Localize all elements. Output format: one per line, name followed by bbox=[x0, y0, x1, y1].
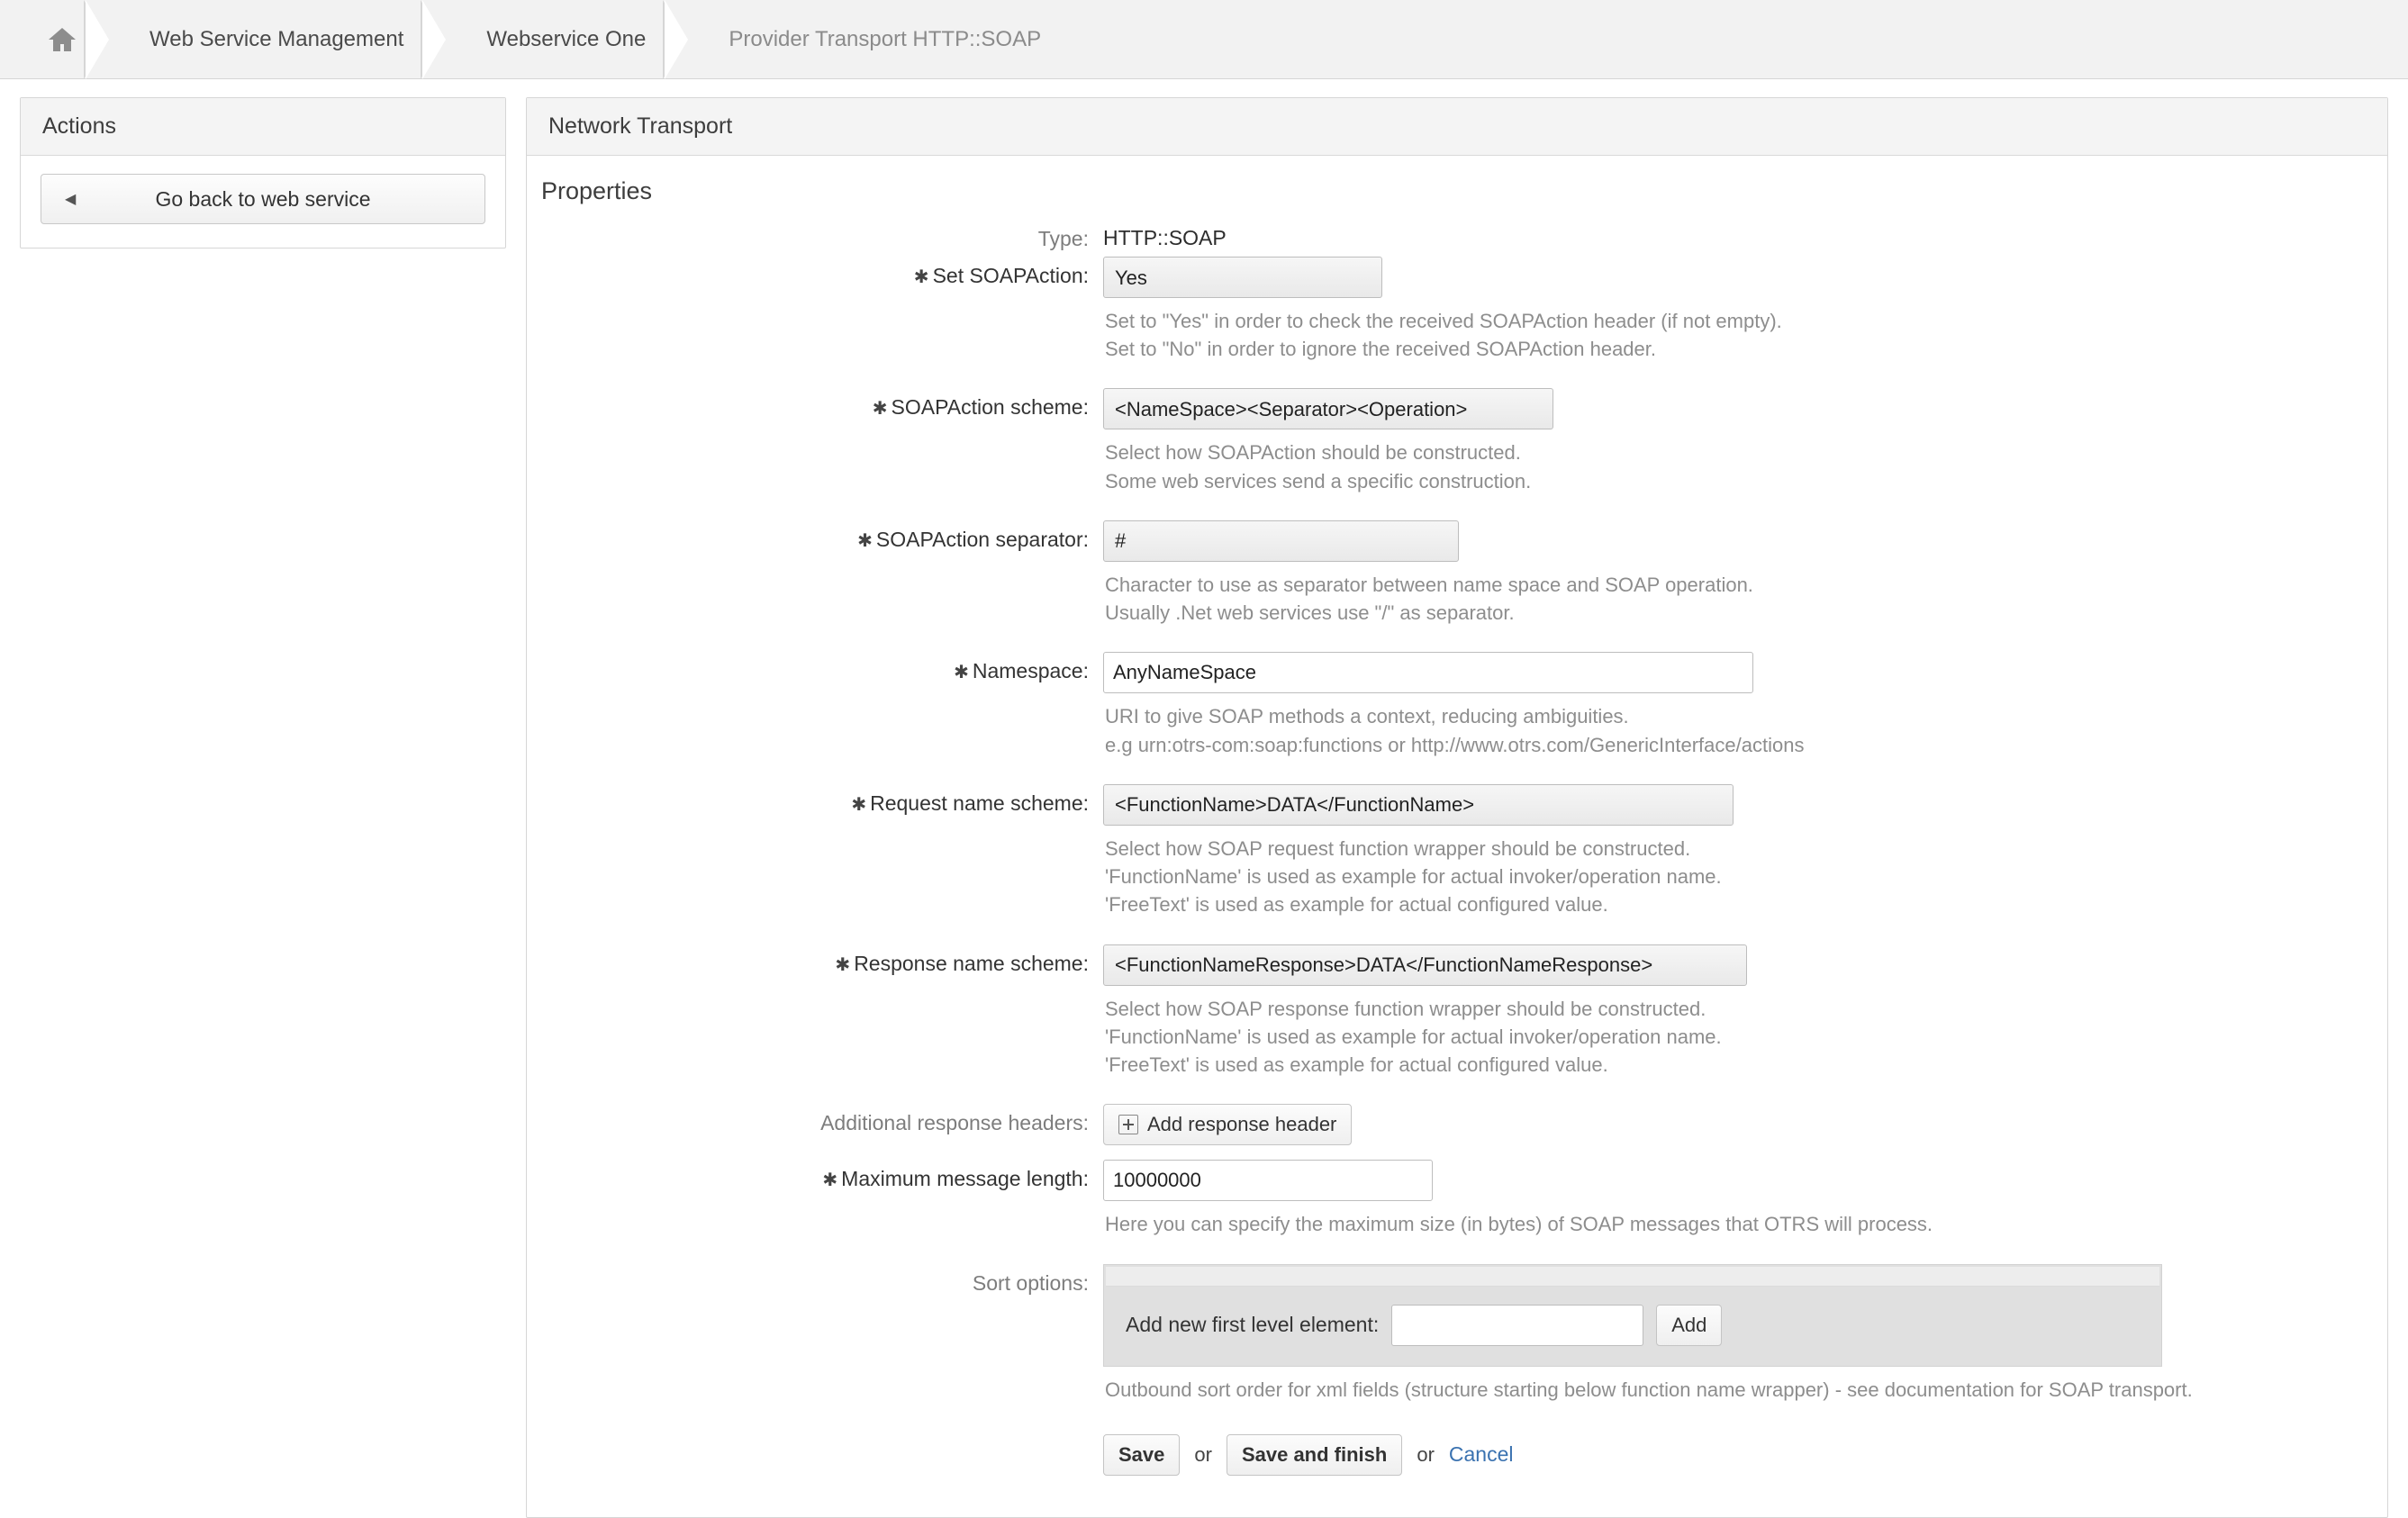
network-transport-panel bbox=[526, 97, 2388, 1518]
row-type bbox=[527, 220, 2387, 251]
add-first-level-element-label: Add new first level element: bbox=[1126, 1313, 1380, 1337]
properties-title: Properties bbox=[541, 177, 653, 204]
sidebar-body bbox=[21, 156, 505, 248]
save-button[interactable] bbox=[1103, 1434, 1180, 1476]
set-soapaction-help: Set to "Yes" in order to check the received SOAPAction header (if not empty). Set to "No" in order to ignore the received SOAPAction header. bbox=[1105, 310, 1782, 361]
sort-options-help: Outbound sort order for xml fields (structure starting below function name wrapper) - see documentation for SOAP transport. bbox=[1105, 1378, 2193, 1401]
page-body bbox=[0, 79, 2408, 1518]
sort-options-add-row bbox=[1104, 1287, 2161, 1366]
required-star-icon: ✱ bbox=[954, 663, 969, 683]
breadcrumb-label: Web Service Management bbox=[149, 26, 404, 51]
namespace-input[interactable] bbox=[1103, 652, 1753, 693]
row-namespace bbox=[527, 652, 2387, 778]
breadcrumb-label: Webservice One bbox=[486, 26, 647, 51]
or-separator: or bbox=[1194, 1442, 1212, 1466]
breadcrumb bbox=[0, 0, 2408, 79]
form-footer bbox=[1103, 1434, 2387, 1476]
add-button-label: Add bbox=[1671, 1313, 1707, 1336]
breadcrumb-label: Provider Transport HTTP::SOAP bbox=[729, 26, 1042, 51]
required-star-icon: ✱ bbox=[851, 794, 867, 815]
row-sort-options bbox=[527, 1264, 2387, 1476]
go-back-to-web-service-button[interactable] bbox=[41, 174, 485, 224]
breadcrumb-home[interactable] bbox=[0, 0, 108, 78]
actions-sidebar bbox=[20, 97, 506, 248]
row-response-name-scheme bbox=[527, 944, 2387, 1099]
max-message-length-label: ✱ Maximum message length: bbox=[822, 1167, 1089, 1191]
save-button-label: Save bbox=[1118, 1442, 1165, 1466]
row-request-name-scheme bbox=[527, 784, 2387, 939]
breadcrumb-item-web-service-management[interactable] bbox=[108, 0, 445, 78]
required-star-icon: ✱ bbox=[857, 530, 873, 551]
breadcrumb-item-webservice-one[interactable] bbox=[445, 0, 687, 78]
required-star-icon: ✱ bbox=[913, 267, 929, 287]
namespace-help: URI to give SOAP methods a context, reducing ambiguities. e.g urn:otrs-com:soap:functions or http://www.otrs.com/GenericInterface/actions bbox=[1105, 705, 1805, 756]
soapaction-scheme-help: Select how SOAPAction should be constructed. Some web services send a specific construction. bbox=[1105, 441, 1532, 492]
sort-options-strip bbox=[1106, 1267, 2159, 1287]
request-name-scheme-help: Select how SOAP request function wrapper should be constructed. 'FunctionName' is used as example for actual invoker/operation name. 'FreeText' is used as example for actual configured value. bbox=[1105, 836, 1722, 917]
max-message-length-input[interactable] bbox=[1103, 1160, 1433, 1201]
response-name-scheme-select[interactable] bbox=[1103, 944, 1747, 986]
home-icon bbox=[47, 26, 77, 53]
type-value: HTTP::SOAP bbox=[1103, 226, 1227, 249]
set-soapaction-label: ✱ Set SOAPAction: bbox=[913, 264, 1089, 287]
save-and-finish-button[interactable] bbox=[1227, 1434, 1402, 1476]
or-separator-2: or bbox=[1417, 1442, 1435, 1466]
sort-options-label: Sort options: bbox=[972, 1270, 1089, 1295]
row-max-message-length bbox=[527, 1160, 2387, 1258]
required-star-icon: ✱ bbox=[822, 1170, 838, 1191]
cancel-link[interactable]: Cancel bbox=[1448, 1442, 1514, 1467]
add-response-header-label: Add response header bbox=[1147, 1113, 1337, 1136]
soapaction-scheme-label: ✱ SOAPAction scheme: bbox=[872, 395, 1089, 420]
sort-options-box bbox=[1103, 1264, 2162, 1367]
required-star-icon: ✱ bbox=[872, 399, 888, 420]
add-response-header-button[interactable] bbox=[1103, 1104, 1352, 1145]
plus-icon bbox=[1118, 1115, 1138, 1134]
required-star-icon: ✱ bbox=[835, 954, 851, 975]
additional-response-headers-label: Additional response headers: bbox=[820, 1111, 1089, 1135]
response-name-scheme-help: Select how SOAP response function wrapper should be constructed. 'FunctionName' is used as example for actual invoker/operation name. 'FreeText' is used as example for actual configured value. bbox=[1105, 997, 1722, 1077]
response-name-scheme-label: ✱ Response name scheme: bbox=[835, 951, 1089, 975]
type-label: Type: bbox=[1037, 227, 1089, 250]
soapaction-scheme-select[interactable] bbox=[1103, 388, 1553, 429]
row-soapaction-scheme bbox=[527, 388, 2387, 514]
properties-form bbox=[527, 220, 2387, 1517]
request-name-scheme-select[interactable] bbox=[1103, 784, 1734, 826]
soapaction-separator-help: Character to use as separator between name space and SOAP operation. Usually .Net web services use "/" as separator. bbox=[1105, 573, 1753, 625]
add-first-level-element-button[interactable] bbox=[1656, 1305, 1722, 1346]
row-soapaction-separator bbox=[527, 520, 2387, 646]
request-name-scheme-label: ✱ Request name scheme: bbox=[851, 791, 1089, 815]
soapaction-separator-label: ✱ SOAPAction separator: bbox=[857, 527, 1089, 551]
add-first-level-element-input[interactable] bbox=[1391, 1305, 1643, 1346]
max-message-length-help: Here you can specify the maximum size (in bytes) of SOAP messages that OTRS will process. bbox=[1105, 1213, 1933, 1236]
row-set-soapaction bbox=[527, 257, 2387, 383]
set-soapaction-select[interactable] bbox=[1103, 257, 1382, 298]
chevron-left-icon: ◀ bbox=[65, 192, 77, 207]
row-additional-response-headers bbox=[527, 1104, 2387, 1145]
go-back-button-label: Go back to web service bbox=[155, 186, 371, 211]
sidebar-title: Actions bbox=[21, 98, 505, 156]
breadcrumb-item-current bbox=[687, 0, 1082, 78]
namespace-label: ✱ Namespace: bbox=[954, 659, 1089, 683]
soapaction-separator-select[interactable] bbox=[1103, 520, 1459, 562]
save-and-finish-label: Save and finish bbox=[1241, 1442, 1388, 1466]
panel-title: Network Transport bbox=[527, 98, 2387, 156]
